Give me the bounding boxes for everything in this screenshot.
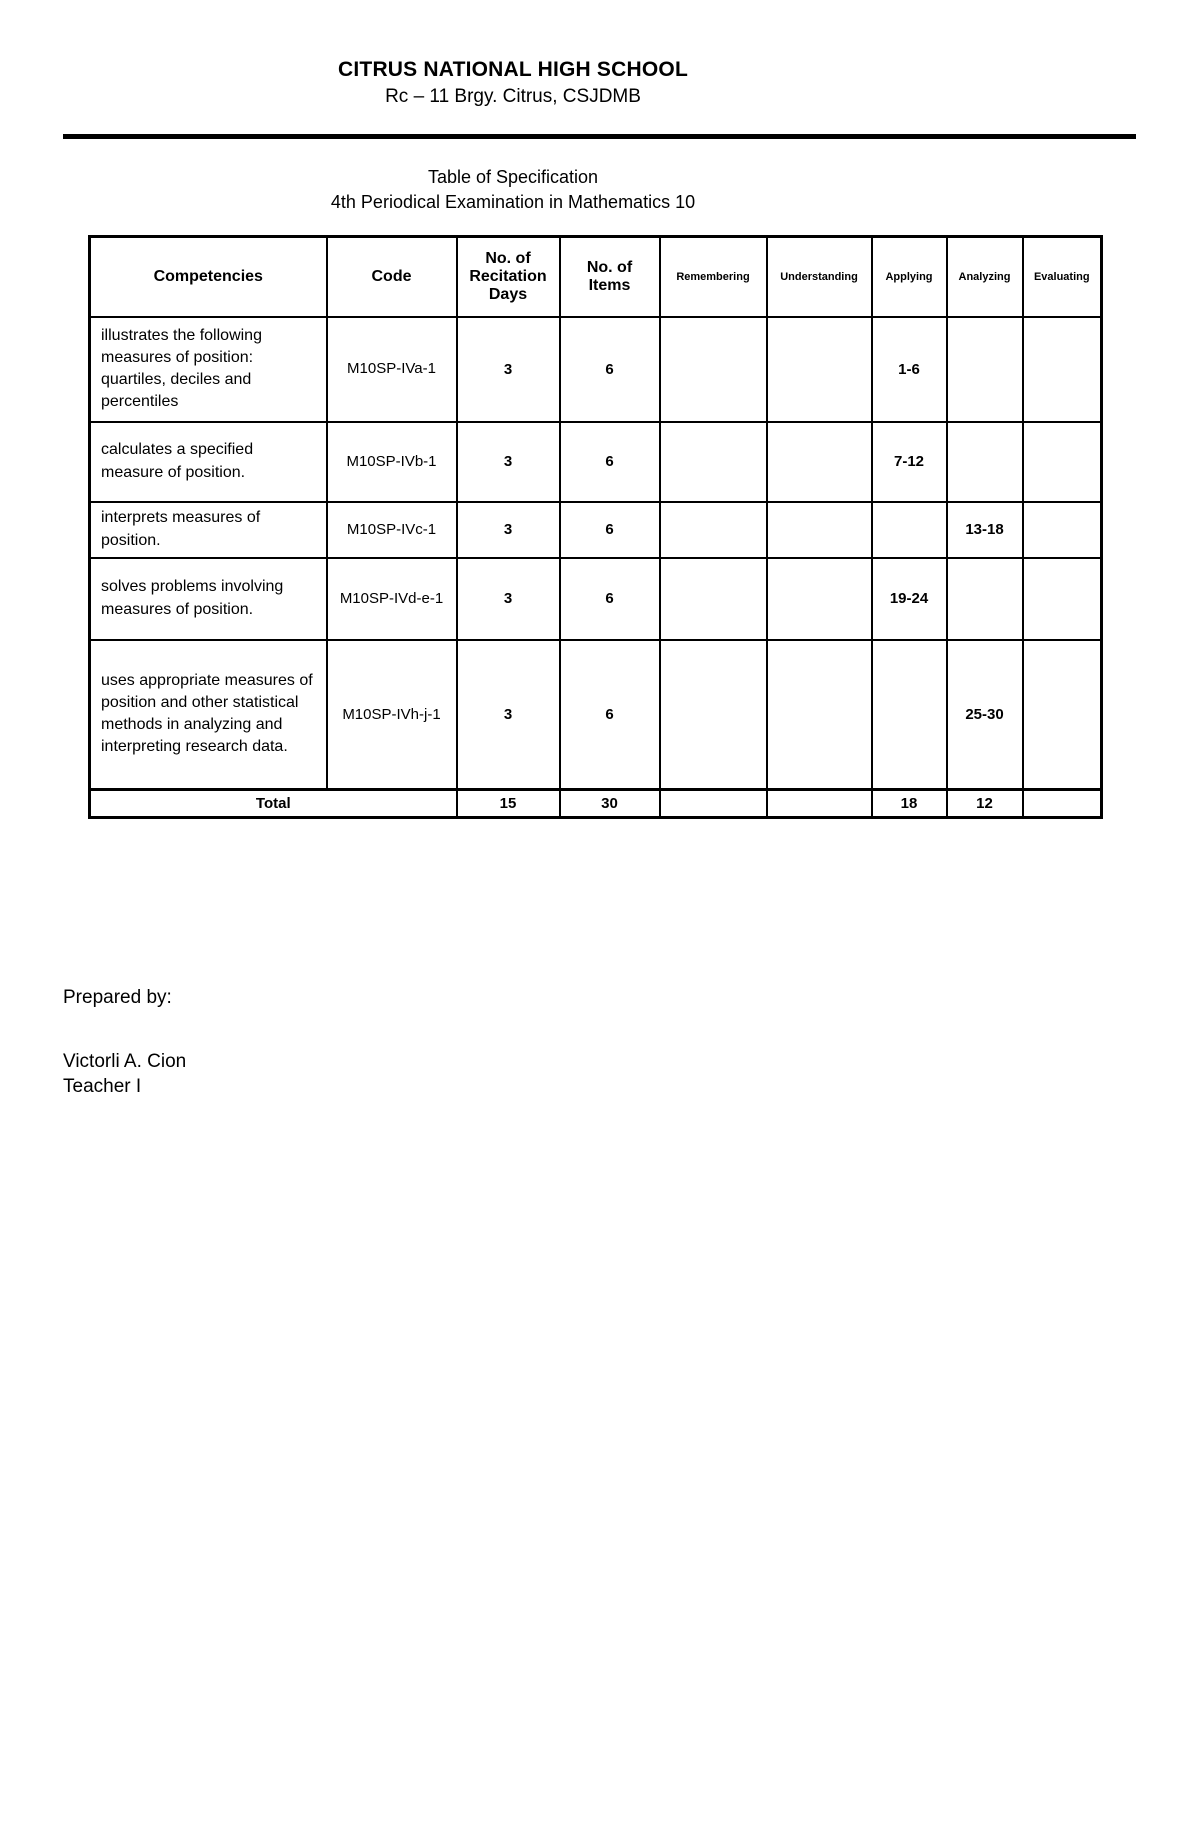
col-header-remembering: Remembering xyxy=(660,237,767,317)
remembering-cell xyxy=(660,422,767,502)
analyzing-cell: 25-30 xyxy=(947,640,1023,790)
doc-subtitle: 4th Periodical Examination in Mathematics 10 xyxy=(330,192,696,212)
table-of-specification xyxy=(88,235,1103,819)
table-row xyxy=(90,640,1102,790)
competency-cell: illustrates the following measures of position: quartiles, deciles and percentiles xyxy=(90,317,327,422)
analyzing-cell: 13-18 xyxy=(947,502,1023,558)
recitation-days-cell: 3 xyxy=(457,558,560,640)
remembering-cell xyxy=(660,502,767,558)
col-header-analyzing: Analyzing xyxy=(947,237,1023,317)
col-header-understanding: Understanding xyxy=(767,237,872,317)
doc-title: Table of Specification xyxy=(427,167,599,187)
competency-cell: interprets measures of position. xyxy=(90,502,327,558)
understanding-cell xyxy=(767,317,872,422)
preparer-position: Teacher I xyxy=(63,1076,142,1098)
items-cell: 6 xyxy=(560,640,660,790)
understanding-cell xyxy=(767,640,872,790)
analyzing-cell xyxy=(947,558,1023,640)
understanding-cell xyxy=(767,422,872,502)
understanding-cell xyxy=(767,558,872,640)
school-name: CITRUS NATIONAL HIGH SCHOOL xyxy=(338,58,688,81)
table-header-row xyxy=(90,237,1102,317)
total-remembering-cell xyxy=(660,790,767,818)
evaluating-cell xyxy=(1023,502,1102,558)
col-header-items: No. of Items xyxy=(560,237,660,317)
analyzing-cell xyxy=(947,317,1023,422)
table-row xyxy=(90,558,1102,640)
total-applying-cell: 18 xyxy=(872,790,947,818)
competency-cell: solves problems involving measures of position. xyxy=(90,558,327,640)
competency-cell: calculates a specified measure of position. xyxy=(90,422,327,502)
remembering-cell xyxy=(660,558,767,640)
remembering-cell xyxy=(660,317,767,422)
total-analyzing-cell: 12 xyxy=(947,790,1023,818)
table-row xyxy=(90,502,1102,558)
applying-cell: 7-12 xyxy=(872,422,947,502)
col-header-competencies: Competencies xyxy=(90,237,327,317)
signoff-block xyxy=(63,985,186,1100)
col-header-code: Code xyxy=(327,237,457,317)
recitation-days-cell: 3 xyxy=(457,640,560,790)
code-cell: M10SP-IVb-1 xyxy=(327,422,457,502)
remembering-cell xyxy=(660,640,767,790)
total-label-cell: Total xyxy=(90,790,457,818)
evaluating-cell xyxy=(1023,640,1102,790)
applying-cell xyxy=(872,640,947,790)
evaluating-cell xyxy=(1023,422,1102,502)
school-address: Rc – 11 Brgy. Citrus, CSJDMB xyxy=(385,86,641,107)
col-header-evaluating: Evaluating xyxy=(1023,237,1102,317)
preparer-name: Victorli A. Cion xyxy=(63,1050,187,1072)
header-divider xyxy=(63,134,1136,139)
understanding-cell xyxy=(767,502,872,558)
total-items-cell: 30 xyxy=(560,790,660,818)
items-cell: 6 xyxy=(560,502,660,558)
col-header-recitation-days: No. of Recitation Days xyxy=(457,237,560,317)
col-header-applying: Applying xyxy=(872,237,947,317)
total-recitation-days-cell: 15 xyxy=(457,790,560,818)
table-row xyxy=(90,422,1102,502)
items-cell: 6 xyxy=(560,558,660,640)
items-cell: 6 xyxy=(560,422,660,502)
items-cell: 6 xyxy=(560,317,660,422)
competency-cell: uses appropriate measures of position and other statistical methods in analyzing and interpreting research data. xyxy=(90,640,327,790)
recitation-days-cell: 3 xyxy=(457,317,560,422)
doc-titles xyxy=(63,167,963,213)
code-cell: M10SP-IVh-j-1 xyxy=(327,640,457,790)
code-cell: M10SP-IVc-1 xyxy=(327,502,457,558)
total-evaluating-cell xyxy=(1023,790,1102,818)
code-cell: M10SP-IVa-1 xyxy=(327,317,457,422)
code-cell: M10SP-IVd-e-1 xyxy=(327,558,457,640)
letterhead xyxy=(63,58,963,108)
recitation-days-cell: 3 xyxy=(457,422,560,502)
analyzing-cell xyxy=(947,422,1023,502)
recitation-days-cell: 3 xyxy=(457,502,560,558)
table-row xyxy=(90,317,1102,422)
prepared-by-label: Prepared by: xyxy=(63,987,172,1008)
applying-cell: 1-6 xyxy=(872,317,947,422)
applying-cell xyxy=(872,502,947,558)
total-understanding-cell xyxy=(767,790,872,818)
total-row xyxy=(90,790,1102,818)
evaluating-cell xyxy=(1023,558,1102,640)
evaluating-cell xyxy=(1023,317,1102,422)
applying-cell: 19-24 xyxy=(872,558,947,640)
